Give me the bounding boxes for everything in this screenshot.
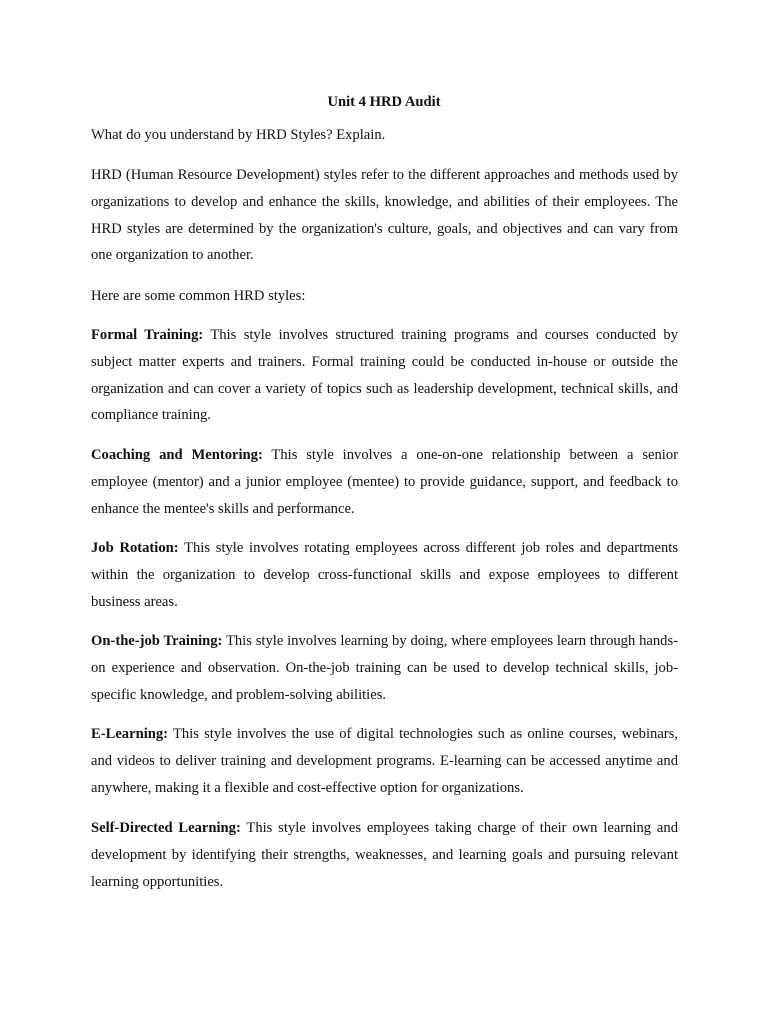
intro-paragraph: HRD (Human Resource Development) styles refer to the different approaches and methods used by organizations to develop and enhance the skills, knowledge, and abilities of their employees. The HRD styles are determined by the organization's culture, goals, and objectives and can vary from one organization to another. [91,167,678,264]
style-description: This style involves the use of digital technologies such as online courses, webinars, and videos to deliver training and development programs. E-learning can be accessed anytime and anywhere, making it a flexible and cost-effective option for organizations. [91,726,678,796]
style-term: Formal Training: [91,327,204,343]
style-item-self-directed-learning [91,815,678,895]
question-text: What do you understand by HRD Styles? Explain. [91,127,386,143]
style-item-job-rotation [91,535,678,615]
style-description: This style involves learning by doing, where employees learn through hands-on experience and observation. On-the-job training can be used to develop technical skills, job-specific knowledge, and problem-solving abilities. [91,633,678,703]
style-description: This style involves rotating employees across different job roles and departments within the organization to develop cross-functional skills and expose employees to different business areas. [91,540,678,610]
page-title: Unit 4 HRD Audit [327,94,441,110]
style-term: E-Learning: [91,726,169,742]
style-item-e-learning [91,721,678,801]
style-description: This style involves employees taking charge of their own learning and development by identifying their strengths, weaknesses, and learning goals and pursuing relevant learning opportunities. [91,820,678,890]
style-item-coaching-mentoring [91,442,678,522]
style-description: This style involves structured training programs and courses conducted by subject matter experts and trainers. Formal training could be conducted in-house or outside the organization and can cover a variety of topics such as leadership development, technical skills, and compliance training. [91,327,679,424]
list-lead-text: Here are some common HRD styles: [91,288,306,304]
style-item-formal-training [91,322,678,429]
style-description: This style involves a one-on-one relationship between a senior employee (mentor) and a junior employee (mentee) to provide guidance, support, and feedback to enhance the mentee's skills and performance. [91,447,678,517]
style-term: Coaching and Mentoring: [91,447,263,463]
style-term: Self-Directed Learning: [91,820,241,836]
style-term: Job Rotation: [91,540,179,556]
style-term: On-the-job Training: [91,633,223,649]
style-item-on-the-job-training [91,628,678,708]
